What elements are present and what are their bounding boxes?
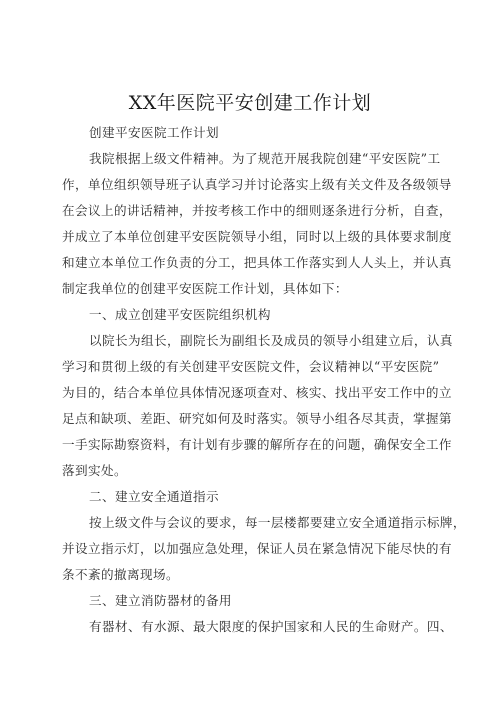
paragraph-line: 并成立了本单位创建平安医院领导小组，同时以上级的具体要求制度 <box>62 229 452 244</box>
paragraph-line: 有器材、有水源、最大限度的保护国家和人民的生命财产。四、 <box>89 619 453 634</box>
paragraph-line: 和建立本单位工作负责的分工，把具体工作落实到人人头上，并认真 <box>62 255 452 270</box>
paragraph-line: 条不紊的撤离现场。 <box>62 567 179 582</box>
section-heading: 三、建立消防器材的备用 <box>89 593 232 608</box>
paragraph-line: 足点和缺项、差距、研究如何及时落实。领导小组各尽其责，掌握第 <box>62 411 452 426</box>
paragraph-line: 为目的，结合本单位具体情况逐项查对、核实、找出平安工作中的立 <box>62 385 452 400</box>
paragraph-line: 以院长为组长，副院长为副组长及成员的领导小组建立后，认真 <box>89 333 453 348</box>
document-title: XX年医院平安创建工作计划 <box>128 92 372 114</box>
paragraph-line: 制定我单位的创建平安医院工作计划，具体如下： <box>62 281 348 296</box>
paragraph-line: 落到实处。 <box>62 463 127 478</box>
paragraph-line: 我院根据上级文件精神。为了规范开展我院创建“平安医院”工 <box>89 151 441 166</box>
section-heading: 一、成立创建平安医院组织机构 <box>89 307 271 322</box>
paragraph-line: 并设立指示灯，以加强应急处理，保证人员在紧急情况下能尽快的有 <box>62 541 452 556</box>
paragraph-line: 作，单位组织领导班子认真学习并讨论落实上级有关文件及各级领导 <box>62 177 452 192</box>
paragraph-line: 按上级文件与会议的要求，每一层楼都要建立安全通道指示标牌， <box>89 515 466 530</box>
paragraph-line: 学习和贯彻上级的有关创建平安医院文件，会议精神以“平安医院” <box>62 359 440 374</box>
paragraph-line: 一手实际勘察资料，有计划有步骤的解所存在的问题，确保安全工作 <box>62 437 452 452</box>
subtitle-line: 创建平安医院工作计划 <box>89 125 219 140</box>
section-heading: 二、建立安全通道指示 <box>89 489 219 504</box>
paragraph-line: 在会议上的讲话精神，并按考核工作中的细则逐条进行分析，自查， <box>62 203 452 218</box>
